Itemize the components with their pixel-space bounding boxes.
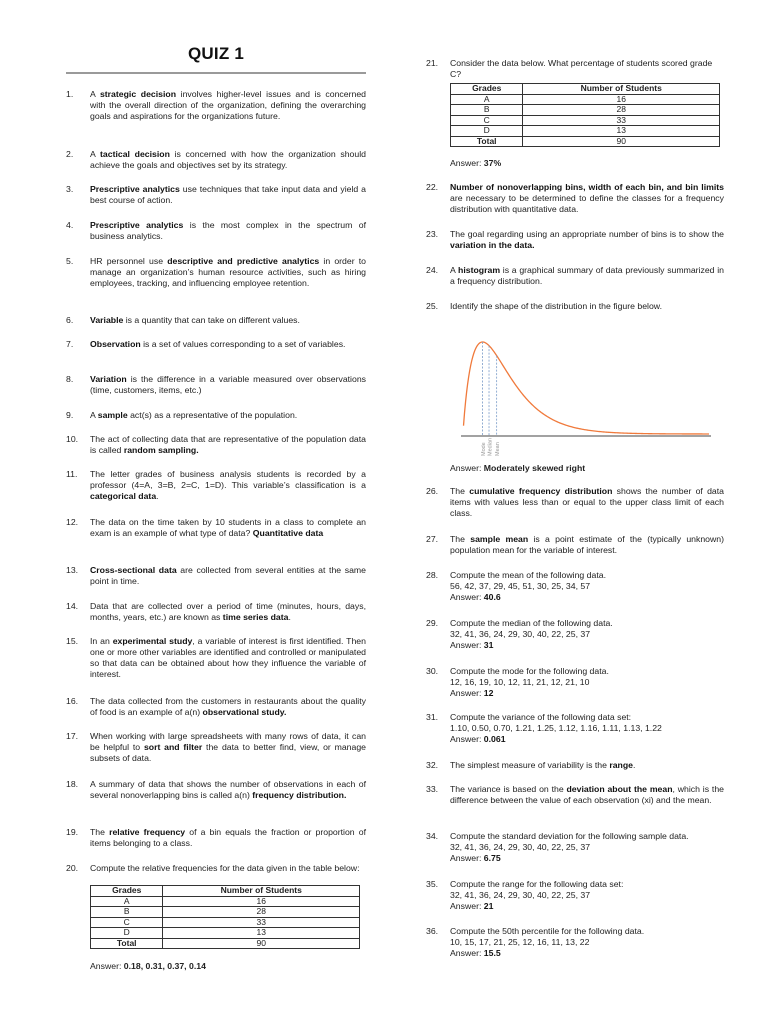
question-item <box>426 570 724 603</box>
question-item <box>426 265 724 287</box>
question-number: 17. <box>66 731 79 741</box>
answer-line <box>450 853 724 864</box>
prompt-line: Compute the mean of the following data. <box>450 570 606 580</box>
question-item <box>66 434 366 456</box>
question-text <box>450 570 724 603</box>
answer-label: Answer: <box>450 463 484 473</box>
text-run: , which is the difference between the value of each observation (xi) and the mean. <box>450 784 724 805</box>
text-run: Consider the data below. What percentage of students scored grade C? <box>450 58 713 79</box>
question-item <box>426 784 724 806</box>
question-text <box>450 301 724 312</box>
bold-term: histogram <box>458 265 501 275</box>
answer-value: 31 <box>483 640 494 650</box>
answer-line <box>450 592 724 603</box>
text-run: The <box>90 827 110 837</box>
question-text <box>90 696 366 718</box>
bold-term: Prescriptive analytics <box>90 220 184 230</box>
answer-line <box>450 463 585 474</box>
text-run: use techniques that take input data and yield a best course of action. <box>90 184 367 205</box>
question-number: 12. <box>66 517 79 527</box>
question-text <box>450 831 724 864</box>
bold-term: Variable <box>90 315 124 325</box>
question-number: 35. <box>426 879 439 889</box>
question-text <box>450 666 724 699</box>
question-item <box>426 182 724 215</box>
prompt-line: Compute the mode for the following data. <box>450 666 609 676</box>
table-cell: C <box>91 917 163 928</box>
question-text <box>450 760 724 771</box>
table-row <box>451 115 720 126</box>
answer-label: Answer: <box>450 948 484 958</box>
table-cell: D <box>451 126 523 137</box>
text-run: is the most complex in the spectrum of business analytics. <box>90 220 366 241</box>
table-cell: 90 <box>523 136 720 147</box>
bold-term: cumulative frequency distribution <box>469 486 613 496</box>
question-item <box>66 89 366 122</box>
bold-term: sort and filter <box>143 742 203 752</box>
title-divider <box>66 72 366 74</box>
question-item <box>426 760 724 771</box>
bold-term: random sampling. <box>123 445 199 455</box>
table-cell: B <box>451 105 523 116</box>
table-row <box>451 105 720 116</box>
text-run: A <box>90 89 100 99</box>
text-run: The letter grades of business analysis students is recorded by a professor (4=A, 3=B, 2=C, 1=D). This variable’s classification is a <box>90 469 366 490</box>
question-number: 8. <box>66 374 74 384</box>
text-run: involves higher-level issues and is concerned with the overall direction of the organization, defining the overarching goals and aspirations for the organizations future. <box>90 89 366 121</box>
question-text <box>90 434 366 456</box>
table-row <box>451 136 720 147</box>
bold-term: observational study. <box>202 707 287 717</box>
answer-value: 40.6 <box>483 592 501 602</box>
answer-label: Answer: <box>450 853 484 863</box>
text-run: of a bin equals the fraction or proportion of items belonging to a class. <box>90 827 366 848</box>
question-item <box>426 618 724 651</box>
question-item <box>66 374 366 396</box>
bold-term: deviation about the mean <box>566 784 673 794</box>
data-line: 32, 41, 36, 24, 29, 30, 40, 22, 25, 37 <box>450 890 591 900</box>
bold-term: tactical decision <box>100 149 170 159</box>
text-run: are necessary to be determined to define the classes for a frequency distribution with quantitative data. <box>450 193 724 214</box>
question-item <box>66 601 366 623</box>
question-item <box>66 779 366 801</box>
data-line: 1.10, 0.50, 0.70, 1.21, 1.25, 1.12, 1.16, 1.11, 1.13, 1.22 <box>450 723 662 733</box>
question-number: 24. <box>426 265 439 275</box>
answer-line <box>450 158 501 169</box>
answer-label: Answer: <box>450 901 484 911</box>
question-item <box>66 149 366 171</box>
table-row <box>91 938 360 949</box>
text-run: Data that are collected over a period of time (minutes, hours, days, months, years, etc.) are known as <box>90 601 366 622</box>
answer-line <box>450 688 724 699</box>
text-run: , a variable of interest is first identified. Then one or more other variables are identified and controlled or manipulated so that data can be obtained about how they influence the variable of interest. <box>90 636 366 679</box>
table-header-row <box>451 84 720 95</box>
text-run: The <box>450 486 470 496</box>
question-text <box>450 926 724 959</box>
table-row <box>451 126 720 137</box>
question-number: 31. <box>426 712 439 722</box>
question-item <box>426 486 724 519</box>
table-cell: 16 <box>163 896 360 907</box>
question-item <box>426 301 724 312</box>
text-run: A <box>450 265 459 275</box>
text-run: is a set of values corresponding to a set of variables. <box>140 339 346 349</box>
table-row <box>91 907 360 918</box>
question-item <box>66 315 366 326</box>
question-item <box>426 58 724 80</box>
question-text <box>90 565 366 587</box>
question-text <box>450 879 724 912</box>
text-run: A summary of data that shows the number of observations in each of several nonoverlapping bins is called a(n) <box>90 779 366 800</box>
question-number: 13. <box>66 565 79 575</box>
table-cell: D <box>91 928 163 939</box>
question-text <box>90 779 366 801</box>
text-run: A <box>90 410 98 420</box>
question-item <box>66 827 366 849</box>
question-number: 11. <box>66 469 78 479</box>
column-header: Number of Students <box>163 886 360 897</box>
answer-line <box>450 901 724 912</box>
grades-table-q21 <box>450 83 720 147</box>
question-text <box>90 256 366 289</box>
question-number: 25. <box>426 301 439 311</box>
question-number: 32. <box>426 760 439 770</box>
question-item <box>66 410 366 421</box>
bold-term: range <box>609 760 634 770</box>
grades-table-q20 <box>90 885 360 949</box>
table-cell: A <box>451 94 523 105</box>
distribution-figure <box>455 312 717 460</box>
bold-term: Variation <box>90 374 127 384</box>
bold-term: strategic decision <box>99 89 177 99</box>
answer-value: 37% <box>483 158 502 168</box>
table-row <box>91 896 360 907</box>
prompt-line: Compute the median of the following data. <box>450 618 613 628</box>
question-text <box>90 469 366 502</box>
answer-value: 21 <box>483 901 494 911</box>
question-text <box>450 784 724 806</box>
question-item <box>426 666 724 699</box>
text-run: Compute the relative frequencies for the data given in the table below: <box>90 863 360 873</box>
bold-term: experimental study <box>112 636 193 646</box>
question-number: 28. <box>426 570 439 580</box>
bold-term: frequency distribution. <box>252 790 347 800</box>
question-item <box>426 712 724 745</box>
question-text <box>90 315 366 326</box>
question-text <box>90 863 366 874</box>
question-text <box>90 89 366 122</box>
question-text <box>90 149 366 171</box>
answer-value: 12 <box>483 688 494 698</box>
text-run: act(s) as a representative of the population. <box>127 410 298 420</box>
answer-label: Answer: <box>450 688 484 698</box>
answer-line <box>450 640 724 651</box>
question-text <box>90 339 366 350</box>
question-text <box>90 410 366 421</box>
table-cell: C <box>451 115 523 126</box>
question-item <box>66 184 366 206</box>
question-number: 16. <box>66 696 79 706</box>
page-title: QUIZ 1 <box>188 44 244 63</box>
table-cell: 90 <box>163 938 360 949</box>
question-number: 19. <box>66 827 79 837</box>
table-row <box>91 917 360 928</box>
data-line: 10, 15, 17, 21, 25, 12, 16, 11, 13, 22 <box>450 937 590 947</box>
question-text <box>90 517 366 539</box>
data-line: 12, 16, 19, 10, 12, 11, 21, 12, 21, 10 <box>450 677 590 687</box>
text-run: is concerned with how the organization should achieve the goals and objectives set by its strategy. <box>90 149 366 170</box>
question-item <box>66 220 366 242</box>
question-item <box>426 534 724 556</box>
figure-label: Mean <box>495 442 502 456</box>
text-run: The variance is based on the <box>450 784 567 794</box>
question-number: 10. <box>66 434 79 444</box>
table-cell: Total <box>91 938 163 949</box>
text-run: is the difference in a variable measured over observations (time, customers, items, etc.) <box>90 374 366 395</box>
question-item <box>426 229 724 251</box>
bold-term: Cross-sectional data <box>90 565 177 575</box>
question-item <box>66 256 366 289</box>
question-item <box>66 863 366 874</box>
answer-value: 6.75 <box>483 853 501 863</box>
table-row <box>91 928 360 939</box>
question-number: 2. <box>66 149 74 159</box>
prompt-line: Compute the standard deviation for the following sample data. <box>450 831 689 841</box>
text-run: in order to manage an organization’s human resource activities, such as hiring employees, tracking, and influencing employee retention. <box>90 256 367 288</box>
question-number: 15. <box>66 636 79 646</box>
question-text <box>450 58 724 80</box>
question-item <box>66 339 366 350</box>
question-number: 3. <box>66 184 74 194</box>
distribution-curve <box>464 342 709 434</box>
question-item <box>66 696 366 718</box>
table-cell: 13 <box>523 126 720 137</box>
text-run: A <box>90 149 101 159</box>
answer-label: Answer: <box>450 592 484 602</box>
text-run: Identify the shape of the distribution in the figure below. <box>450 301 663 311</box>
question-text <box>450 486 724 519</box>
answer-line <box>450 948 724 959</box>
bold-term: categorical data <box>90 491 157 501</box>
question-number: 22. <box>426 182 439 192</box>
text-run: The data collected from the customers in restaurants about the quality of food is an example of a(n) <box>90 696 366 717</box>
text-run: shows the number of data items with values less than or equal to the upper class limit of each class. <box>450 486 724 518</box>
text-run: The <box>450 534 471 544</box>
table-cell: 16 <box>523 94 720 105</box>
prompt-line: Compute the 50th percentile for the following data. <box>450 926 645 936</box>
question-number: 26. <box>426 486 439 496</box>
question-number: 34. <box>426 831 439 841</box>
question-item <box>66 731 366 764</box>
question-number: 21. <box>426 58 439 68</box>
question-number: 27. <box>426 534 439 544</box>
question-number: 9. <box>66 410 74 420</box>
data-line: 32, 41, 36, 24, 29, 30, 40, 22, 25, 37 <box>450 842 591 852</box>
answer-label: Answer: <box>450 640 484 650</box>
answer-label: Answer: <box>450 734 484 744</box>
answer-label: Answer: <box>90 961 124 971</box>
text-run: . <box>156 491 159 501</box>
text-run: . <box>633 760 636 770</box>
table-row <box>451 94 720 105</box>
question-text <box>90 220 366 242</box>
question-number: 6. <box>66 315 74 325</box>
answer-line <box>450 734 724 745</box>
answer-value: 15.5 <box>483 948 501 958</box>
question-text <box>90 731 366 764</box>
question-text <box>450 265 724 287</box>
bold-term: relative frequency <box>109 827 186 837</box>
question-number: 23. <box>426 229 439 239</box>
text-run: is a point estimate of the (typically unknown) population mean for the variable of interest. <box>450 534 724 555</box>
question-text <box>90 636 366 680</box>
data-line: 56, 42, 37, 29, 45, 51, 30, 25, 34, 57 <box>450 581 591 591</box>
question-text <box>450 182 724 215</box>
question-text <box>90 827 366 849</box>
question-text <box>450 229 724 251</box>
answer-value: 0.18, 0.31, 0.37, 0.14 <box>123 961 206 971</box>
text-run: When working with large spreadsheets with many rows of data, it can be helpful to <box>90 731 366 752</box>
question-item <box>66 469 366 502</box>
answer-label: Answer: <box>450 158 484 168</box>
question-text <box>90 184 366 206</box>
text-run: are collected from several entities at the same point in time. <box>90 565 366 586</box>
bold-term: sample mean <box>470 534 529 544</box>
figure-label: Median <box>487 437 494 456</box>
question-number: 1. <box>66 89 74 99</box>
table-cell: A <box>91 896 163 907</box>
text-run: The goal regarding using an appropriate number of bins is to show the <box>450 229 724 239</box>
table-cell: Total <box>451 136 523 147</box>
column-header: Grades <box>91 886 163 897</box>
question-number: 33. <box>426 784 439 794</box>
text-run: is a quantity that can take on different values. <box>123 315 300 325</box>
text-run: In an <box>90 636 113 646</box>
text-run: . <box>288 612 291 622</box>
question-text <box>450 534 724 556</box>
question-number: 18. <box>66 779 79 789</box>
bold-term: Observation <box>90 339 141 349</box>
answer-value: Moderately skewed right <box>483 463 586 473</box>
table-cell: 33 <box>523 115 720 126</box>
answer-line <box>90 961 206 972</box>
table-cell: 33 <box>163 917 360 928</box>
question-text <box>90 601 366 623</box>
question-text <box>450 618 724 651</box>
table-header-row <box>91 886 360 897</box>
question-number: 30. <box>426 666 439 676</box>
bold-term: descriptive and predictive analytics <box>167 256 320 266</box>
bold-term: Quantitative data <box>252 528 324 538</box>
question-item <box>66 636 366 680</box>
text-run: is a graphical summary of data previously summarized in a frequency distribution. <box>450 265 724 286</box>
question-text <box>90 374 366 396</box>
question-item <box>426 831 724 864</box>
answer-value: 0.061 <box>483 734 506 744</box>
table-cell: 28 <box>163 907 360 918</box>
table-cell: 13 <box>163 928 360 939</box>
text-run: The act of collecting data that are representative of the population data is called <box>90 434 366 455</box>
column-header: Number of Students <box>523 84 720 95</box>
bold-term: Prescriptive analytics <box>90 184 180 194</box>
question-number: 20. <box>66 863 79 873</box>
bold-term: time series data <box>222 612 289 622</box>
question-number: 29. <box>426 618 439 628</box>
question-number: 5. <box>66 256 74 266</box>
column-header: Grades <box>451 84 523 95</box>
bold-term: sample <box>97 410 128 420</box>
question-number: 7. <box>66 339 74 349</box>
question-item <box>66 517 366 539</box>
table-cell: 28 <box>523 105 720 116</box>
text-run: the data to better find, view, or manage subsets of data. <box>90 742 367 763</box>
table-cell: B <box>91 907 163 918</box>
question-number: 14. <box>66 601 79 611</box>
prompt-line: Compute the variance of the following data set: <box>450 712 632 722</box>
question-text <box>450 712 724 745</box>
question-item <box>66 565 366 587</box>
question-item <box>426 879 724 912</box>
prompt-line: Compute the range for the following data set: <box>450 879 624 889</box>
bold-term: variation in the data. <box>450 240 535 250</box>
text-run: HR personnel use <box>90 256 168 266</box>
text-run: The simplest measure of variability is the <box>450 760 610 770</box>
question-item <box>426 926 724 959</box>
bold-term: Number of nonoverlapping bins, width of each bin, and bin limits <box>450 182 724 192</box>
data-line: 32, 41, 36, 24, 29, 30, 40, 22, 25, 37 <box>450 629 591 639</box>
text-run: The data on the time taken by 10 students in a class to complete an exam is an example of what type of data? <box>90 517 366 538</box>
question-number: 36. <box>426 926 439 936</box>
question-number: 4. <box>66 220 74 230</box>
figure-label: Mode <box>481 442 488 456</box>
